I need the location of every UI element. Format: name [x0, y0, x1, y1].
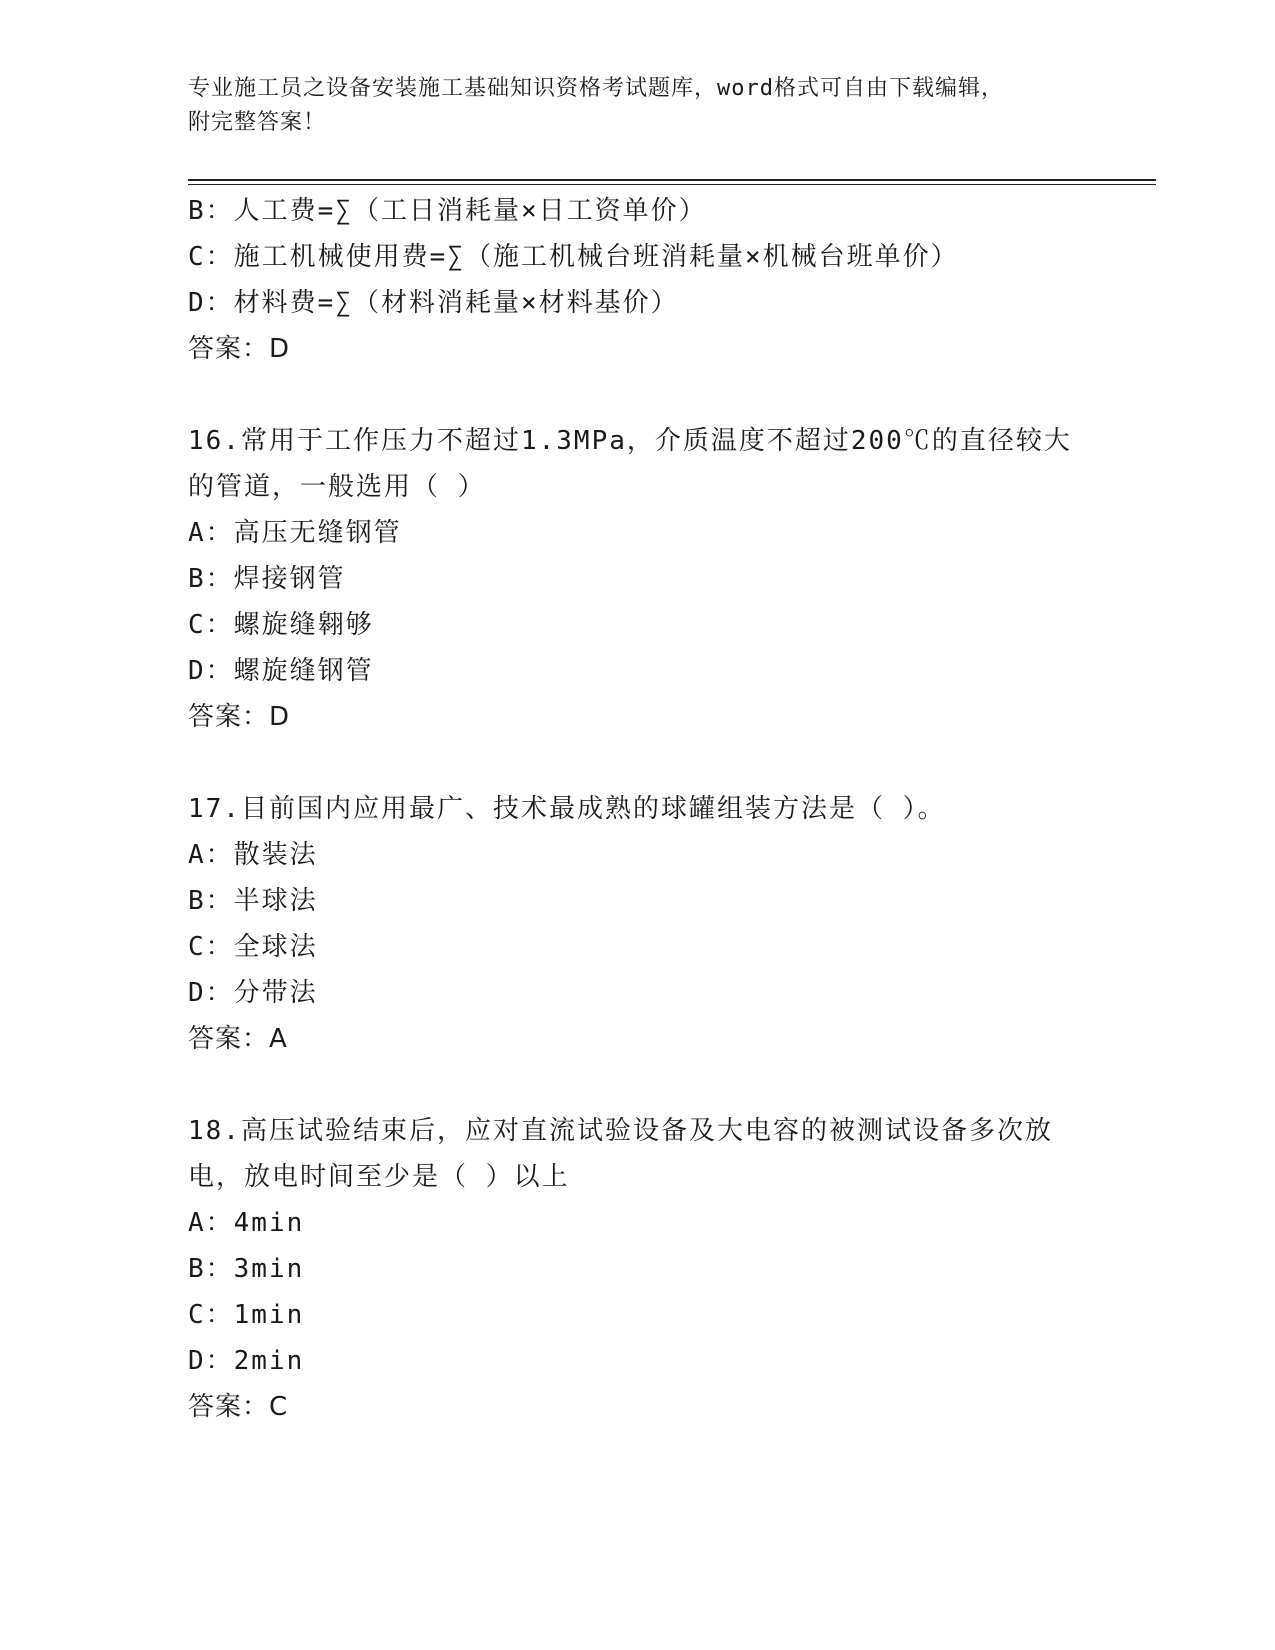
question-text-line-1: 17.目前国内应用最广、技术最成熟的球罐组装方法是（ ）。: [188, 794, 946, 824]
option-c: C：全球法: [188, 932, 318, 962]
option-b: B：半球法: [188, 886, 318, 916]
option-c: C：施工机械使用费=∑（施工机械台班消耗量×机械台班单价）: [188, 242, 959, 272]
option-a: A：高压无缝钢管: [188, 518, 402, 548]
option-d: D：分带法: [188, 978, 318, 1008]
question-16: [188, 418, 1088, 740]
header-line-1: 专业施工员之设备安装施工基础知识资格考试题库，word格式可自由下载编辑，: [188, 76, 1004, 101]
option-a: A：散装法: [188, 840, 318, 870]
question-18: [188, 1108, 1088, 1430]
header-divider-thick: [188, 179, 1156, 181]
header-divider-thin: [188, 184, 1156, 185]
question-text-line-2: 的管道，一般选用（ ）: [188, 472, 486, 502]
question-text-line-1: 18.高压试验结束后，应对直流试验设备及大电容的被测试设备多次放: [188, 1116, 1053, 1146]
question-list: [188, 188, 1088, 1430]
option-c: C：螺旋缝翱够: [188, 610, 374, 640]
option-a: A：4min: [188, 1208, 305, 1238]
option-c: C：1min: [188, 1300, 305, 1330]
option-d: D：材料费=∑（材料消耗量×材料基价）: [188, 288, 679, 318]
spacer: [188, 372, 1088, 418]
answer: 答案：A: [188, 1024, 288, 1054]
document-header: [188, 72, 1088, 140]
question-17: [188, 786, 1088, 1062]
question-15: [188, 188, 1088, 372]
answer: 答案：D: [188, 334, 291, 364]
option-d: D：2min: [188, 1346, 305, 1376]
option-b: B：人工费=∑（工日消耗量×日工资单价）: [188, 196, 707, 226]
spacer: [188, 1062, 1088, 1108]
answer: 答案：D: [188, 702, 291, 732]
option-b: B：3min: [188, 1254, 305, 1284]
spacer: [188, 740, 1088, 786]
question-text-line-2: 电，放电时间至少是（ ）以上: [188, 1162, 570, 1192]
answer: 答案：C: [188, 1392, 289, 1422]
question-text-line-1: 16.常用于工作压力不超过1.3MPa，介质温度不超过200℃的直径较大: [188, 426, 1072, 456]
option-b: B：焊接钢管: [188, 564, 346, 594]
option-d: D：螺旋缝钢管: [188, 656, 374, 686]
header-line-2: 附完整答案！: [188, 110, 327, 135]
